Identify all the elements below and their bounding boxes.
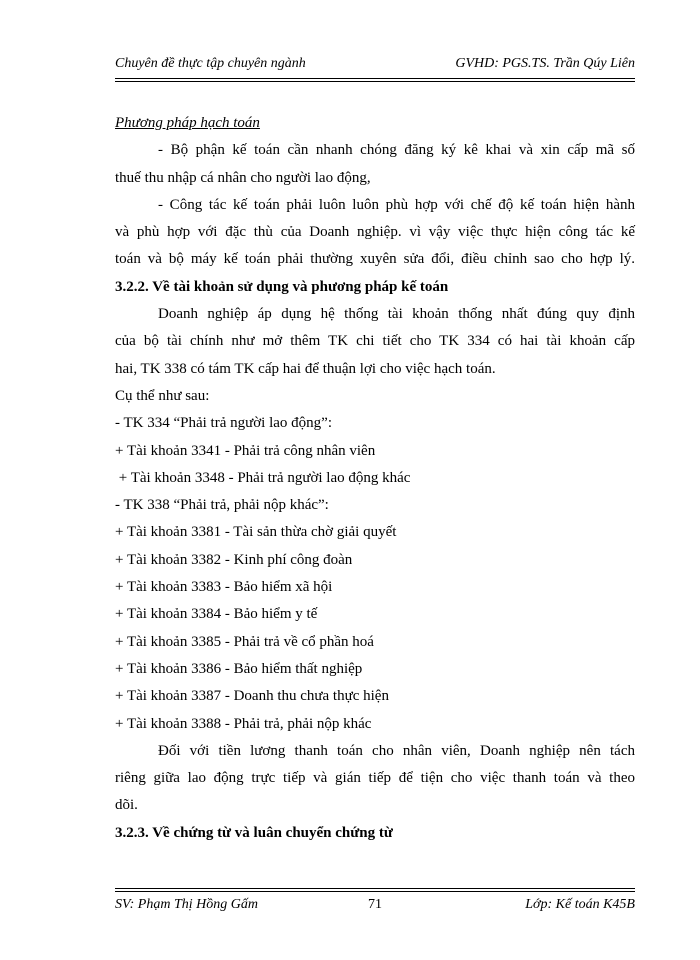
paragraph-line: - Bộ phận kế toán cần nhanh chóng đăng ký kê khai và xin cấp mã số [158,142,635,159]
list-item: + Tài khoản 3381 - Tài sản thừa chờ giải quyết [115,524,397,541]
list-item: + Tài khoản 3341 - Phải trả công nhân viên [115,442,376,459]
paragraph-line: thuế thu nhập cá nhân cho người lao động, [115,169,371,186]
list-item: + Tài khoản 3387 - Doanh thu chưa thực hiện [115,688,389,705]
account-group-334: - TK 334 “Phải trả người lao động”: [115,415,332,432]
list-item: + Tài khoản 3385 - Phải trả về cổ phần hoá [115,633,374,650]
section-heading-322: 3.2.2. Về tài khoản sử dụng và phương pháp kế toán [115,278,449,295]
paragraph-line: - Công tác kế toán phải luôn luôn phù hợp với chế độ kế toán hiện hành [158,196,635,213]
subheading-accounting-method: Phương pháp hạch toán [115,115,260,131]
page-content [115,110,635,847]
list-item: + Tài khoản 3384 - Bảo hiểm y tế [115,606,318,623]
list-item: + Tài khoản 3382 - Kinh phí công đoàn [115,551,353,568]
paragraph-line: dõi. [115,797,138,814]
paragraph-line: toán và bộ máy kế toán phải thường xuyên sửa đổi, điều chỉnh sao cho hợp lý. [115,251,635,268]
paragraph-line: Doanh nghiệp áp dụng hệ thống tài khoản thống nhất đúng quy định [158,306,635,323]
paragraph-line: và phù hợp với đặc thù của Doanh nghiệp. vì vậy việc thực hiện công tác kế [115,224,635,241]
page-footer [115,888,635,917]
account-group-338: - TK 338 “Phải trả, phải nộp khác”: [115,497,329,514]
list-item: + Tài khoản 3383 - Bảo hiểm xã hội [115,579,333,596]
footer-student-name: SV: Phạm Thị Hồng Gấm [115,897,258,912]
header-course-title: Chuyên đề thực tập chuyên ngành [115,56,306,71]
paragraph-line: Đối với tiền lương thanh toán cho nhân viên, Doanh nghiệp nên tách [158,742,635,759]
section-heading-323: 3.2.3. Về chứng từ và luân chuyển chứng từ [115,824,393,841]
page-header [115,56,635,79]
list-item: + Tài khoản 3348 - Phải trả người lao động khác [115,469,411,486]
paragraph-line: riêng giữa lao động trực tiếp và gián tiếp để tiện cho việc thanh toán và theo [115,770,635,787]
footer-class: Lớp: Kế toán K45B [525,897,635,912]
list-item: + Tài khoản 3386 - Bảo hiểm thất nghiệp [115,660,363,677]
paragraph-line: của bộ tài chính như mở thêm TK chi tiết cho TK 334 có hai tài khoản cấp [115,333,635,350]
page-number: 71 [368,897,382,912]
list-item: + Tài khoản 3388 - Phải trả, phải nộp khác [115,715,372,732]
paragraph-line: hai, TK 338 có tám TK cấp hai để thuận lợi cho việc hạch toán. [115,360,496,377]
header-advisor: GVHD: PGS.TS. Trần Qúy Liên [455,56,635,71]
list-intro: Cụ thể như sau: [115,387,210,404]
